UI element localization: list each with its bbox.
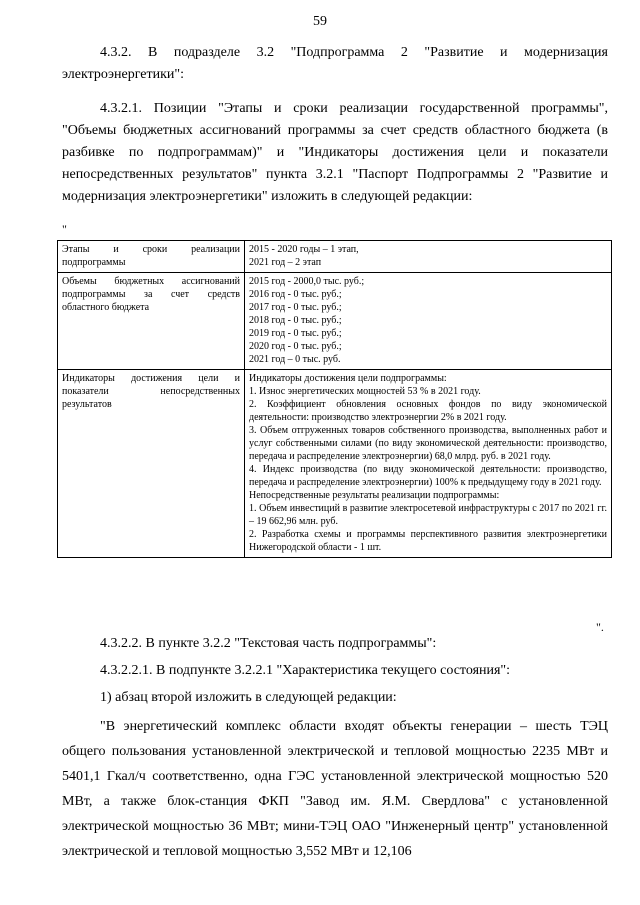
value-line: Индикаторы достижения цели подпрограммы: [249, 373, 447, 384]
value-line: 2015 - 2020 годы – 1 этап, [249, 244, 359, 255]
row-label: Этапы и сроки реализации подпрограммы [58, 241, 245, 273]
value-line: 2018 год - 0 тыс. руб.; [249, 315, 342, 326]
row-value [245, 241, 612, 273]
row-value [245, 370, 612, 558]
page-number: 59 [313, 14, 327, 29]
value-line: 2017 год - 0 тыс. руб.; [249, 302, 342, 313]
quote-close-mark: ". [596, 620, 604, 634]
table-row [58, 273, 612, 370]
table-row [58, 241, 612, 273]
paragraph-4-3-2-1: 4.3.2.1. Позиции "Этапы и сроки реализации государственной программы", "Объемы бюджетных ассигнований программы за счет средств областного бюджета (в разбивке по подпрограммам)" и "Индикаторы достижения цели и показатели непосредственных результатов" пункта 3.2.1 "Паспорт Подпрограммы 2 "Развитие и модернизация электроэнергетики" изложить в следующей редакции: [62, 101, 608, 204]
value-line: Непосредственные результаты реализации подпрограммы: [249, 490, 500, 501]
value-line: 4. Индекс производства (по виду экономической деятельности: производство, передача и распределение электроэнергии) 100% к предыдущему году в 2021 году. [249, 464, 607, 488]
value-line: 2021 год – 0 тыс. руб. [249, 354, 341, 365]
paragraph-4-3-2-2: 4.3.2.2. В пункте 3.2.2 "Текстовая часть подпрограммы": [100, 636, 437, 651]
table-row [58, 370, 612, 558]
quote-open-mark: " [62, 222, 67, 236]
value-line: 2019 год - 0 тыс. руб.; [249, 328, 342, 339]
value-line: 1. Износ энергетических мощностей 53 % в 2021 году. [249, 386, 481, 397]
paragraph-4-3-2-2-1: 4.3.2.2.1. В подпункте 3.2.2.1 "Характеристика текущего состояния": [100, 663, 511, 678]
value-line: 2021 год – 2 этап [249, 257, 322, 268]
paragraph-item-1: 1) абзац второй изложить в следующей редакции: [100, 690, 397, 705]
value-line: 2. Коэффициент обновления основных фондов по виду экономической деятельности: производство электроэнергии 2% в 2021 году. [249, 399, 607, 423]
value-line: 3. Объем отгруженных товаров собственного производства, выполненных работ и услуг собственными силами (по виду экономической деятельности: производство, передача и распределение электроэнергии) 68,0 млрд. руб. в 2021 году. [249, 425, 607, 462]
value-line: 2. Разработка схемы и программы перспективного развития электроэнергетики Нижегородской области - 1 шт. [249, 529, 607, 553]
paragraph-quoted-text: "В энергетический комплекс области входят объекты генерации – шесть ТЭЦ общего пользования установленной электрической и тепловой мощностью 2235 МВт и 5401,1 Гкал/ч соответственно, одна ГЭС установленной электрической мощностью 520 МВт, а также блок-станция ФКП "Завод им. Я.М. Свердлова" с установленной электрической мощностью 36 МВт; мини-ТЭЦ ОАО "Инженерный центр" установленной электрической и тепловой мощностью 3,552 МВт и 12,106 [62, 719, 608, 859]
row-label: Индикаторы достижения цели и показатели непосредственных результатов [58, 370, 245, 558]
paragraph-4-3-2: 4.3.2. В подразделе 3.2 "Подпрограмма 2 "Развитие и модернизация электроэнергетики": [62, 45, 608, 82]
row-label: Объемы бюджетных ассигнований подпрограммы за счет средств областного бюджета [58, 273, 245, 370]
value-line: 1. Объем инвестиций в развитие электросетевой инфраструктуры с 2017 по 2021 гг. – 19 662,96 млн. руб. [249, 503, 607, 527]
value-line: 2020 год - 0 тыс. руб.; [249, 341, 342, 352]
row-value [245, 273, 612, 370]
value-line: 2015 год - 2000,0 тыс. руб.; [249, 276, 365, 287]
value-line: 2016 год - 0 тыс. руб.; [249, 289, 342, 300]
passport-table [57, 240, 612, 558]
